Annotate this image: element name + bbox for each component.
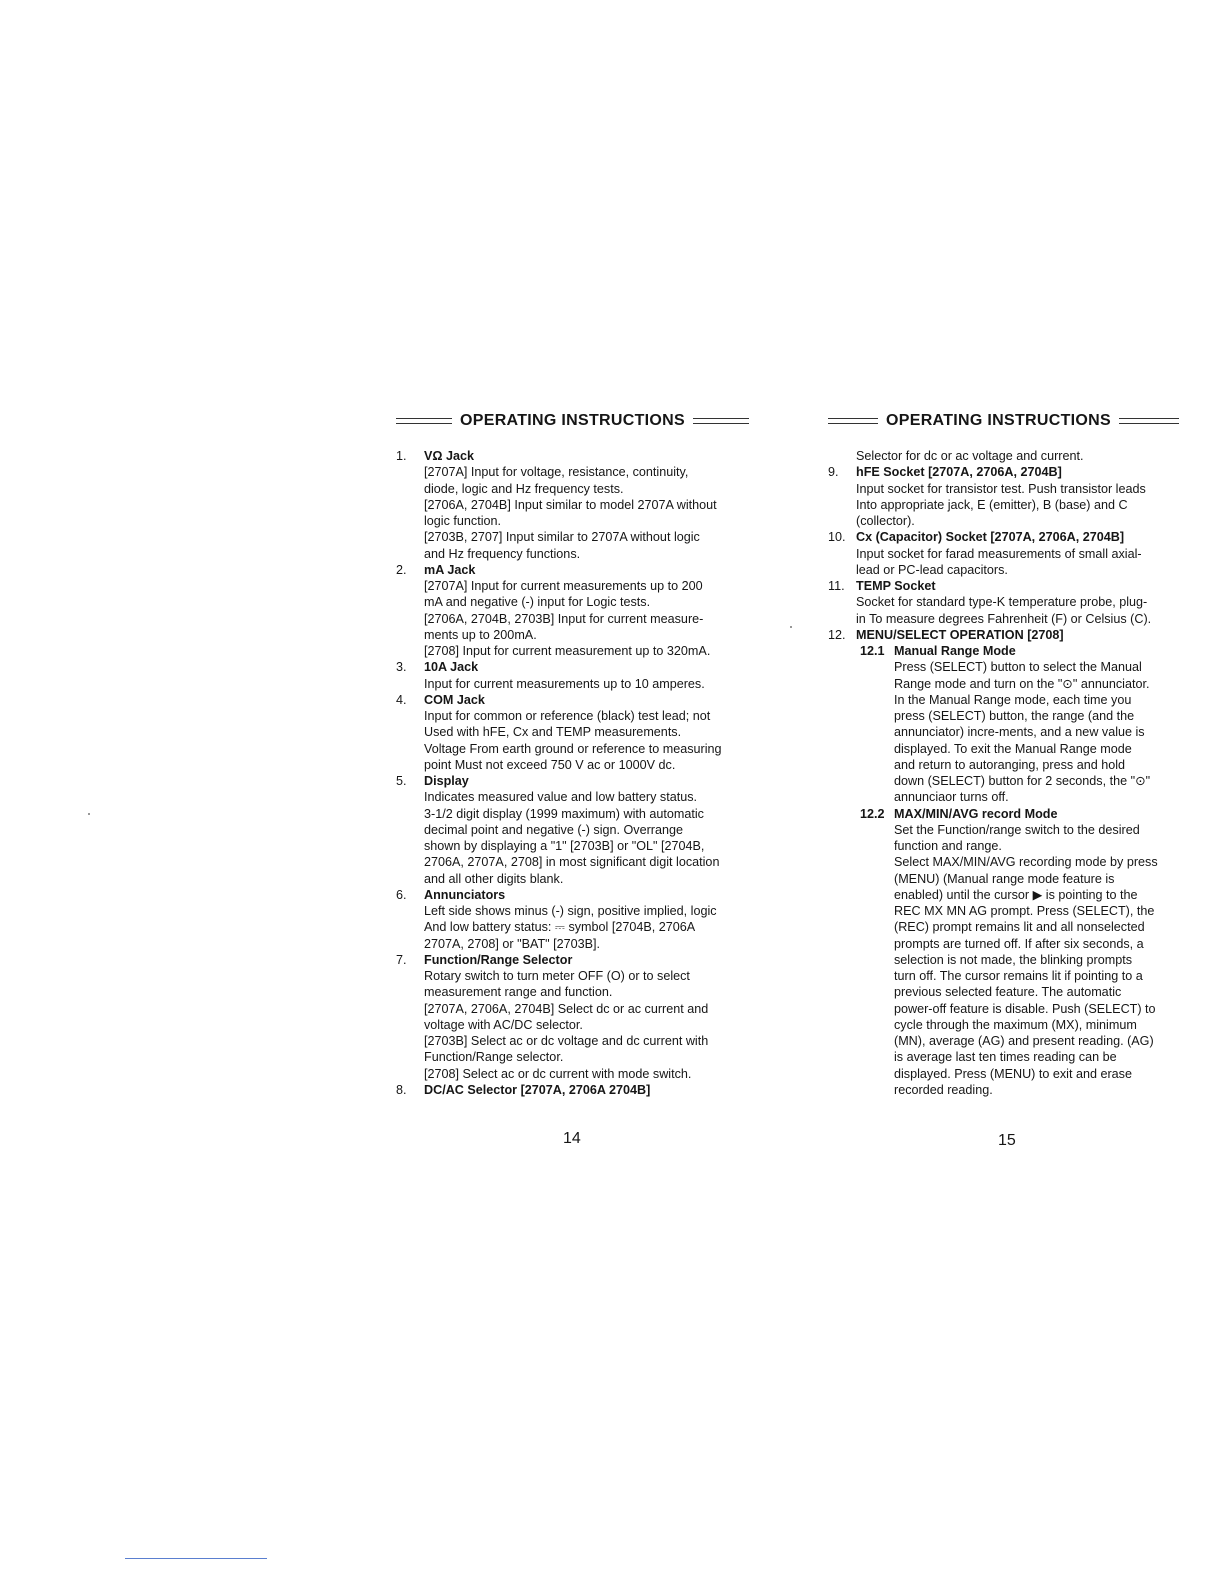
sub-item-text-line: function and range. (894, 839, 1002, 853)
item-text-line: in To measure degrees Fahrenheit (F) or Celsius (C). (856, 611, 1152, 626)
sub-item-text-line: (MN), average (AG) and present reading. (AG) (894, 1034, 1154, 1048)
item-text-line: point Must not exceed 750 V ac or 1000V dc. (424, 757, 676, 772)
item-text-line: Rotary switch to turn meter OFF (O) or to select (424, 969, 690, 983)
item-text-line: (collector). (856, 514, 915, 528)
scan-speck (88, 813, 90, 815)
item-number: 12. (828, 627, 846, 642)
sub-item-text-line: Press (SELECT) button to select the Manual (894, 660, 1142, 675)
item-title: DC/AC Selector [2707A, 2706A 2704B] (424, 1082, 651, 1097)
sub-item-text-line: cycle through the maximum (MX), minimum (894, 1017, 1137, 1032)
list-item (396, 952, 762, 1082)
item-text-line: Input for current measurements up to 10 amperes. (424, 676, 705, 691)
sub-item-number: 12.1 (860, 644, 885, 658)
item-body (424, 773, 762, 887)
item-text-line: [2708] Input for current measurement up to 320mA. (424, 644, 711, 658)
item-text-line: Indicates measured value and low battery status. (424, 790, 698, 805)
sub-item-text-line: down (SELECT) button for 2 seconds, the "⊙" (894, 774, 1151, 788)
sub-item-text-line: displayed. Press (MENU) to exit and erase (894, 1066, 1132, 1081)
right-page-title: OPERATING INSTRUCTIONS (886, 412, 1111, 429)
item-number: 4. (396, 692, 407, 707)
sub-item-text-line: In the Manual Range mode, each time you (894, 692, 1132, 707)
item-number: 10. (828, 530, 846, 545)
list-item (396, 773, 762, 887)
item-text-line: 3-1/2 digit display (1999 maximum) with automatic (424, 806, 704, 821)
item-title: Cx (Capacitor) Socket [2707A, 2706A, 2704B] (856, 530, 1125, 545)
item-text-line: Voltage From earth ground or reference to measuring (424, 741, 722, 756)
item-number: 9. (828, 465, 839, 480)
sub-item-text-line: enabled) until the cursor ▶ is pointing to the (894, 887, 1138, 902)
sub-item-number: 12.2 (860, 806, 885, 821)
item-title: Annunciators (424, 887, 506, 902)
item-text-line: [2703B] Select ac or dc voltage and dc current with (424, 1034, 709, 1048)
item-body (856, 464, 1180, 529)
item-text-line: [2707A, 2706A, 2704B] Select dc or ac current and (424, 1001, 709, 1016)
item-text-line: [2707A] Input for current measurements up to 200 (424, 579, 703, 593)
item-title: 10A Jack (424, 660, 479, 675)
scan-edge-line (125, 1558, 267, 1559)
page-number-left: 14 (563, 1130, 581, 1147)
sub-item-text-line: displayed. To exit the Manual Range mode (894, 741, 1132, 756)
item-title: MENU/SELECT OPERATION [2708] (856, 627, 1064, 642)
right-page (828, 408, 1180, 1098)
item-text-line: Socket for standard type-K temperature probe, plug- (856, 595, 1148, 610)
left-page (396, 408, 762, 1098)
item-number: 7. (396, 952, 407, 967)
right-subitems (828, 643, 1180, 1098)
list-item (828, 578, 1180, 627)
header-rule (693, 418, 749, 424)
item-body (424, 692, 762, 773)
list-item (828, 627, 1180, 643)
sub-item (828, 806, 1180, 1099)
sub-item-text-line: annunciaor turns off. (894, 790, 1009, 805)
item-title: VΩ Jack (424, 449, 475, 463)
sub-item (828, 643, 1180, 806)
left-page-title: OPERATING INSTRUCTIONS (460, 412, 685, 429)
sub-item-text-line: Select MAX/MIN/AVG recording mode by press (894, 855, 1158, 870)
item-text-line: lead or PC-lead capacitors. (856, 562, 1008, 577)
scan-speck (790, 626, 792, 628)
item-title: COM Jack (424, 692, 485, 707)
item-text-line: Function/Range selector. (424, 1050, 564, 1065)
item-text-line: logic function. (424, 514, 502, 528)
item-body (424, 1082, 762, 1098)
item-text-line: Used with hFE, Cx and TEMP measurements. (424, 725, 682, 740)
header-rule (828, 418, 878, 424)
item-text-line: and all other digits blank. (424, 871, 564, 886)
list-item (396, 659, 762, 692)
item-number: 1. (396, 449, 407, 463)
sub-item-text-line: press (SELECT) button, the range (and the (894, 709, 1135, 723)
sub-item-body (894, 806, 1180, 1099)
sub-item-text-line: REC MX MN AG prompt. Press (SELECT), the (894, 904, 1155, 918)
item-text-line: Input for common or reference (black) test lead; not (424, 709, 711, 723)
sub-item-text-line: Set the Function/range switch to the desired (894, 822, 1140, 837)
item-text-line: diode, logic and Hz frequency tests. (424, 481, 624, 496)
list-item (396, 692, 762, 773)
item-number: 11. (828, 579, 845, 593)
item-number: 6. (396, 887, 407, 902)
item-body (424, 562, 762, 660)
list-item (396, 1082, 762, 1098)
item-title: TEMP Socket (856, 579, 936, 593)
sub-item-text-line: prompts are turned off. If after six seconds, a (894, 936, 1144, 951)
item-text-line: Into appropriate jack, E (emitter), B (base) and C (856, 497, 1128, 512)
item-text-line: ments up to 200mA. (424, 627, 537, 642)
item-text-line: measurement range and function. (424, 985, 613, 1000)
item-number: 5. (396, 774, 407, 788)
item-body (424, 448, 762, 562)
item-title: hFE Socket [2707A, 2706A, 2704B] (856, 465, 1062, 480)
right-items (828, 464, 1180, 643)
continuation-text: Selector for dc or ac voltage and current. (856, 449, 1084, 463)
list-item (396, 448, 762, 562)
item-text-line: shown by displaying a "1" [2703B] or "OL" [2704B, (424, 839, 705, 853)
item-number: 8. (396, 1082, 407, 1097)
item-text-line: [2707A] Input for voltage, resistance, continuity, (424, 465, 689, 480)
item-body (424, 952, 762, 1082)
item-text-line: Input socket for farad measurements of small axial- (856, 546, 1142, 561)
sub-item-text-line: and return to autoranging, press and hold (894, 757, 1126, 772)
header-rule (1119, 418, 1179, 424)
sub-item-text-line: previous selected feature. The automatic (894, 985, 1122, 1000)
item-text-line: voltage with AC/DC selector. (424, 1017, 583, 1032)
item-body (424, 887, 762, 952)
sub-item-text-line: (REC) prompt remains lit and all nonselected (894, 920, 1145, 935)
sub-item-text-line: selection is not made, the blinking prompts (894, 952, 1133, 967)
right-page-header (828, 408, 1180, 434)
sub-item-text-line: (MENU) (Manual range mode feature is (894, 871, 1115, 886)
item-text-line: 2706A, 2707A, 2708] in most significant digit location (424, 855, 720, 870)
item-text-line: and Hz frequency functions. (424, 546, 581, 561)
sub-item-indent (828, 643, 856, 806)
item-body (424, 659, 762, 692)
sub-item-text-line: recorded reading. (894, 1082, 993, 1097)
list-item (396, 562, 762, 660)
page-number-right: 15 (998, 1132, 1016, 1149)
item-title: Display (424, 774, 469, 788)
left-page-content (396, 448, 762, 1098)
sub-item-title: Manual Range Mode (894, 644, 1016, 658)
sub-item-text-line: turn off. The cursor remains lit if pointing to a (894, 969, 1143, 983)
sub-item-text-line: Range mode and turn on the "⊙" annunciator. (894, 676, 1150, 691)
item-title: Function/Range Selector (424, 952, 573, 967)
item-number: 2. (396, 562, 407, 577)
item-title: mA Jack (424, 562, 476, 577)
item-body (856, 627, 1180, 643)
item-text-line: Input socket for transistor test. Push transistor leads (856, 481, 1146, 496)
item-text-line: decimal point and negative (-) sign. Overrange (424, 822, 684, 837)
item-body (856, 529, 1180, 578)
right-page-content (828, 448, 1180, 1098)
list-item (828, 464, 1180, 529)
item-text-line: [2706A, 2704B] Input similar to model 2707A without (424, 497, 717, 512)
sub-item-text-line: power-off feature is disable. Push (SELECT) to (894, 1001, 1156, 1016)
item-text-line: 2707A, 2708] or "BAT" [2703B]. (424, 936, 601, 951)
sub-item-text-line: annunciator) incre-ments, and a new value is (894, 725, 1145, 740)
item-text-line: [2706A, 2704B, 2703B] Input for current measure- (424, 611, 704, 626)
sub-item-text-line: is average last ten times reading can be (894, 1050, 1117, 1065)
sub-item-title: MAX/MIN/AVG record Mode (894, 806, 1058, 821)
list-item (828, 529, 1180, 578)
item-text-line: mA and negative (-) input for Logic tests. (424, 595, 651, 610)
item-text-line: Left side shows minus (-) sign, positive implied, logic (424, 904, 717, 918)
sub-item-indent (828, 806, 856, 1099)
item-body (856, 578, 1180, 627)
item-text-line: And low battery status: ⎓ symbol [2704B, 2706A (424, 920, 696, 935)
item-text-line: [2703B, 2707] Input similar to 2707A without logic (424, 530, 700, 545)
item-text-line: [2708] Select ac or dc current with mode switch. (424, 1066, 692, 1081)
header-rule (396, 418, 452, 424)
list-item (396, 887, 762, 952)
left-page-header (396, 408, 762, 434)
sub-item-body (894, 643, 1180, 806)
item-number: 3. (396, 660, 407, 675)
